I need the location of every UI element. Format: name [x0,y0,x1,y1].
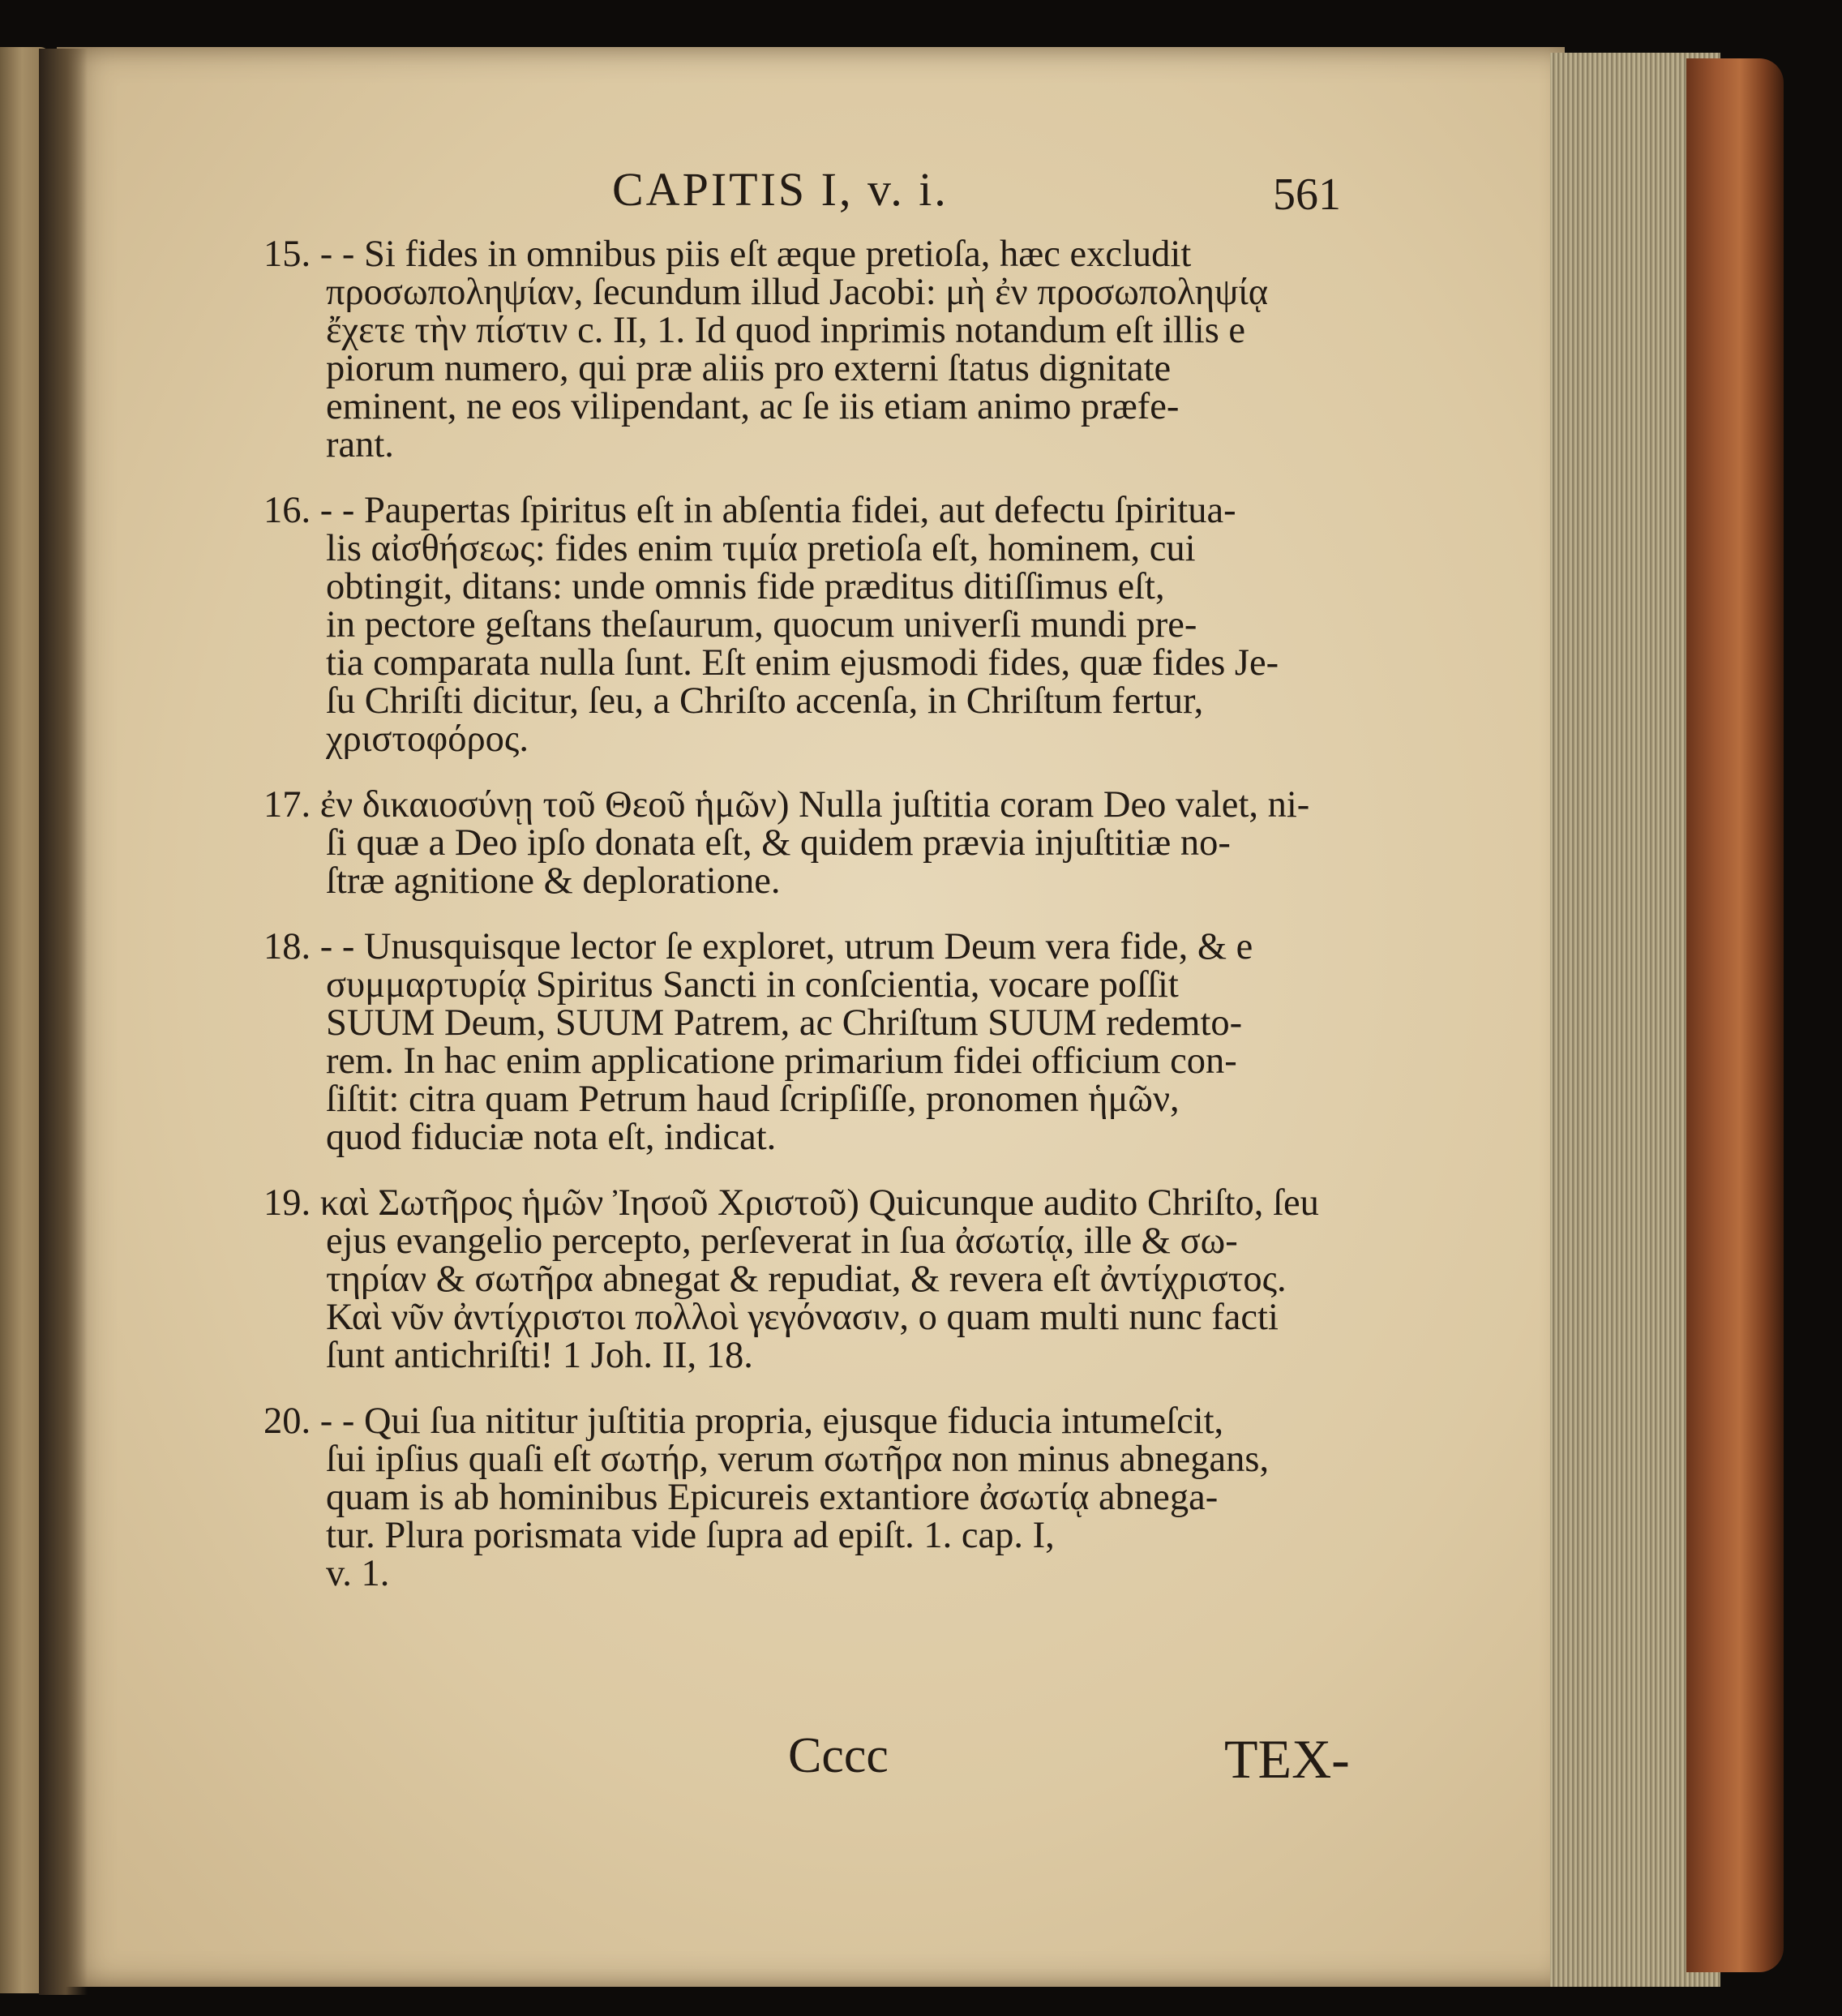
page-number: 561 [1273,169,1341,220]
paragraph-16 [263,490,1370,760]
text-line: 17. ἐν δικαιοσύνῃ τοῦ Θεοῦ ἡμῶν) Nulla juſtitia coram Deo valet, ni- [263,784,1310,826]
text-line: lis αἰσθήσεως: fides enim τιμία pretioſa eſt, hominem, cui [326,528,1196,569]
text-line: piorum numero, qui præ aliis pro externi ſtatus dignitate [326,348,1172,389]
text-line: ſtræ agnitione & deploratione. [326,860,781,902]
gutter-shadow [39,49,88,1995]
text-line: ejus evangelio percepto, perſeverat in ſua ἀσωτίᾳ, ille & σω- [326,1220,1238,1262]
paragraph-18 [263,926,1370,1158]
text-line: χριστοφόρος. [326,718,529,760]
text-line: ſiſtit: citra quam Petrum haud ſcripſiſſe, pronomen ἡμῶν, [326,1079,1180,1120]
text-line: προσωποληψίαν, ſecundum illud Jacobi: μὴ ἐν προσωποληψίᾳ [326,272,1269,313]
leather-cover [1686,58,1784,1972]
text-line: quod fiduciæ nota eſt, indicat. [326,1117,777,1158]
paragraph-17 [263,784,1370,902]
paragraph-20 [263,1400,1370,1594]
text-line: ſui ipſius quaſi eſt σωτήρ, verum σωτῆρα non minus abnegans, [326,1439,1270,1480]
text-line: v. 1. [326,1553,390,1594]
text-line: rem. In hac enim applicatione primarium fidei officium con- [326,1040,1237,1082]
body-text [263,234,1370,1620]
text-line: 16. - - Paupertas ſpiritus eſt in abſentia fidei, aut defectu ſpiritua- [263,490,1236,531]
text-line: Καὶ νῦν ἀντίχριστοι πολλοὶ γεγόνασιν, o quam multi nunc facti [326,1297,1279,1338]
text-line: tia comparata nulla ſunt. Eſt enim ejusmodi fides, quæ fides Je- [326,642,1279,684]
signature-mark: Cccc [788,1728,889,1783]
text-line: 19. καὶ Σωτῆρος ἡμῶν Ἰησοῦ Χριστοῦ) Quicunque audito Chriſto, ſeu [263,1182,1319,1224]
text-line: ἔχετε τὴν πίστιν c. II, 1. Id quod inprimis notandum eſt illis e [326,310,1246,351]
paragraph-15 [263,234,1370,465]
text-line: tur. Plura porismata vide ſupra ad epiſt. 1. cap. I, [326,1515,1055,1556]
text-line: ſi quæ a Deo ipſo donata eſt, & quidem prævia injuſtitiæ no- [326,822,1231,864]
text-line: quam is ab hominibus Epicureis extantiore ἀσωτίᾳ abnega- [326,1477,1219,1518]
text-line: συμμαρτυρίᾳ Spiritus Sancti in conſcientia, vocare poſſit [326,964,1179,1006]
text-line: SUUM Deum, SUUM Patrem, ac Chriſtum SUUM redemto- [326,1002,1243,1044]
text-line: rant. [326,424,394,465]
catchword: TEX- [1224,1728,1350,1790]
text-line: 18. - - Unusquisque lector ſe exploret, utrum Deum vera fide, & e [263,926,1253,967]
paragraph-19 [263,1182,1370,1376]
text-line: 20. - - Qui ſua nititur juſtitia propria, ejusque fiducia intumeſcit, [263,1400,1224,1442]
text-line: ſu Chriſti dicitur, ſeu, a Chriſto accenſa, in Chriſtum fertur, [326,680,1204,722]
running-title: CAPITIS I, v. i. [612,163,949,216]
text-line: τηρίαν & σωτῆρα abnegat & repudiat, & revera eſt ἀντίχριστος. [326,1259,1287,1300]
text-line: eminent, ne eos vilipendant, ac ſe iis etiam animo præfe- [326,386,1180,427]
text-line: ſunt antichriſti! 1 Joh. II, 18. [326,1335,753,1376]
text-line: 15. - - Si fides in omnibus piis eſt æque pretioſa, hæc excludit [263,234,1192,275]
text-line: in pectore geſtans theſaurum, quocum univerſi mundi pre- [326,604,1197,646]
text-line: obtingit, ditans: unde omnis fide præditus ditiſſimus eſt, [326,566,1165,607]
